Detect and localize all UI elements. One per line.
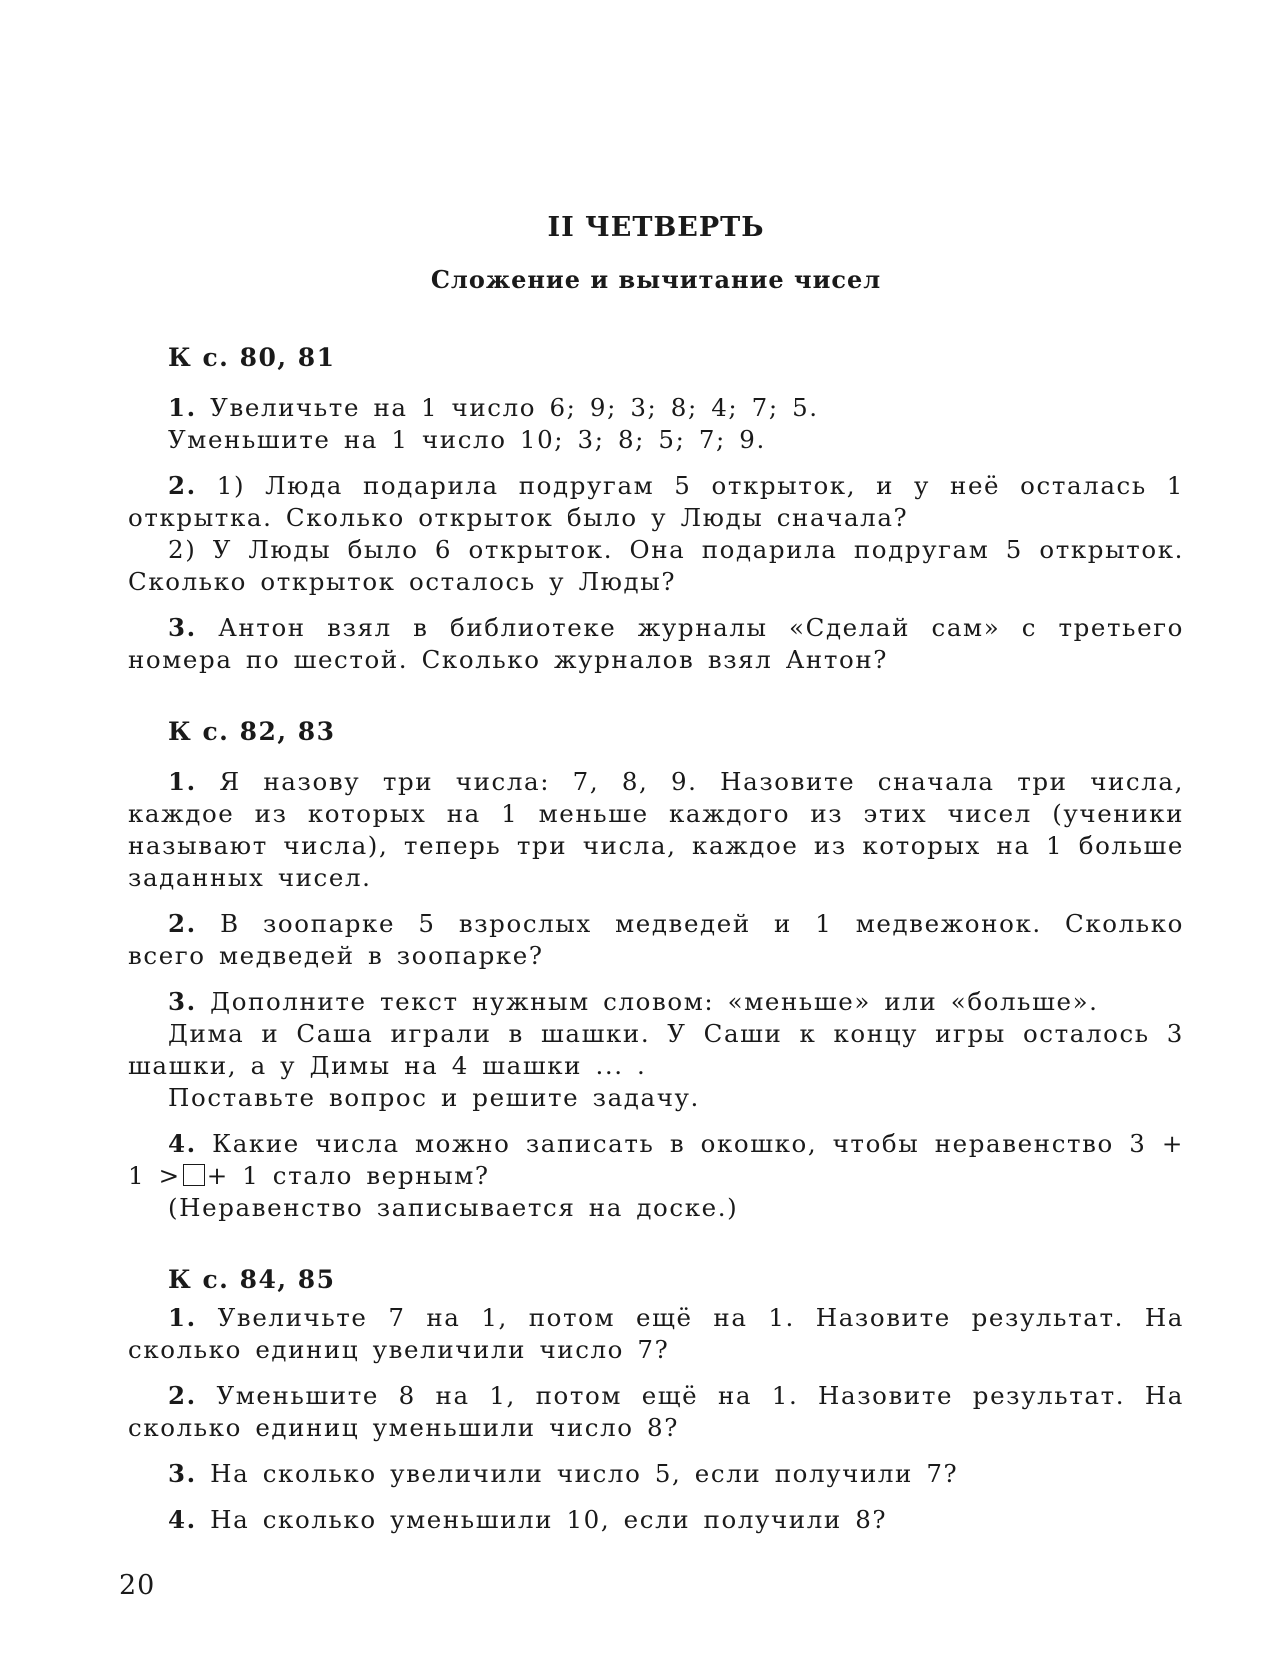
task-number: 3.: [168, 987, 197, 1016]
task-2: [128, 908, 1184, 972]
task-text: 2) У Люды было 6 открыток. Она подарила подругам 5 открыток. Сколько открыток осталось у Люды?: [128, 535, 1184, 596]
task-number: 2.: [168, 471, 197, 500]
task-text: Увеличьте 7 на 1, потом ещё на 1. Назовите результат. На сколько единиц увеличили число 7?: [128, 1303, 1185, 1364]
page-number: 20: [119, 1570, 156, 1601]
task-2: [128, 470, 1184, 598]
task-number: 3.: [168, 613, 197, 642]
empty-box-icon: [183, 1164, 205, 1186]
task-text: Антон взял в библиотеке журналы «Сделай сам» с третьего номера по шестой. Сколько журналов взял Антон?: [128, 613, 1184, 674]
task-text: Уменьшите на 1 число 10; 3; 8; 5; 7; 9.: [168, 425, 766, 454]
task-number: 2.: [168, 909, 197, 938]
task-text: В зоопарке 5 взрослых медведей и 1 медвежонок. Сколько всего медведей в зоопарке?: [128, 909, 1185, 970]
page-content: [128, 210, 1184, 1550]
task-number: 4.: [168, 1129, 197, 1158]
task-number: 1.: [168, 1303, 197, 1332]
task-1: [128, 1302, 1184, 1366]
section-pages-82-83: [128, 716, 1184, 1224]
chapter-title: Сложение и вычитание чисел: [430, 265, 882, 294]
section-heading: К с. 82, 83: [168, 717, 336, 746]
section-pages-80-81: [128, 342, 1184, 676]
task-text: Дополните текст нужным словом: «меньше» или «больше».: [210, 987, 1099, 1016]
section-heading: К с. 80, 81: [168, 343, 336, 372]
task-text: Поставьте вопрос и решите задачу.: [168, 1083, 700, 1112]
task-note: (Неравенство записывается на доске.): [168, 1193, 739, 1222]
task-text: Увеличьте на 1 число 6; 9; 3; 8; 4; 7; 5.: [210, 393, 819, 422]
task-text: На сколько увеличили число 5, если получили 7?: [210, 1459, 959, 1488]
task-number: 3.: [168, 1459, 197, 1488]
task-1: [128, 766, 1184, 894]
task-text: Уменьшите 8 на 1, потом ещё на 1. Назовите результат. На сколько единиц уменьшили число 8?: [128, 1381, 1185, 1442]
section-pages-84-85: [128, 1264, 1184, 1536]
section-heading: К с. 84, 85: [168, 1265, 336, 1294]
task-text: Дима и Саша играли в шашки. У Саши к концу игры осталось 3 шашки, а у Димы на 4 шашки ... .: [128, 1019, 1184, 1080]
task-text: Я назову три числа: 7, 8, 9. Назовите сначала три числа, каждое из которых на 1 меньше каждого из этих чисел (ученики называют числа), теперь три числа, каждое из которых на 1 больше заданных чисел.: [128, 767, 1185, 892]
task-4: [128, 1128, 1184, 1224]
inequality-left: 3 + 1 >: [128, 1129, 1184, 1190]
task-3: [128, 1458, 1184, 1490]
quarter-title: II ЧЕТВЕРТЬ: [547, 212, 765, 243]
task-text: 1) Люда подарила подругам 5 открыток, и у неё осталась 1 открытка. Сколько открыток было у Люды сначала?: [128, 471, 1184, 532]
task-text: На сколько уменьшили 10, если получили 8?: [210, 1505, 888, 1534]
task-number: 1.: [168, 393, 197, 422]
task-text: Какие числа можно записать в окошко, чтобы неравенство: [212, 1129, 1114, 1158]
task-2: [128, 1380, 1184, 1444]
task-1: [128, 392, 1184, 456]
task-3: [128, 986, 1184, 1114]
task-number: 1.: [168, 767, 197, 796]
task-number: 2.: [168, 1381, 197, 1410]
task-3: [128, 612, 1184, 676]
inequality-right: + 1 стало верным?: [206, 1161, 490, 1190]
task-number: 4.: [168, 1505, 197, 1534]
task-4: [128, 1504, 1184, 1536]
